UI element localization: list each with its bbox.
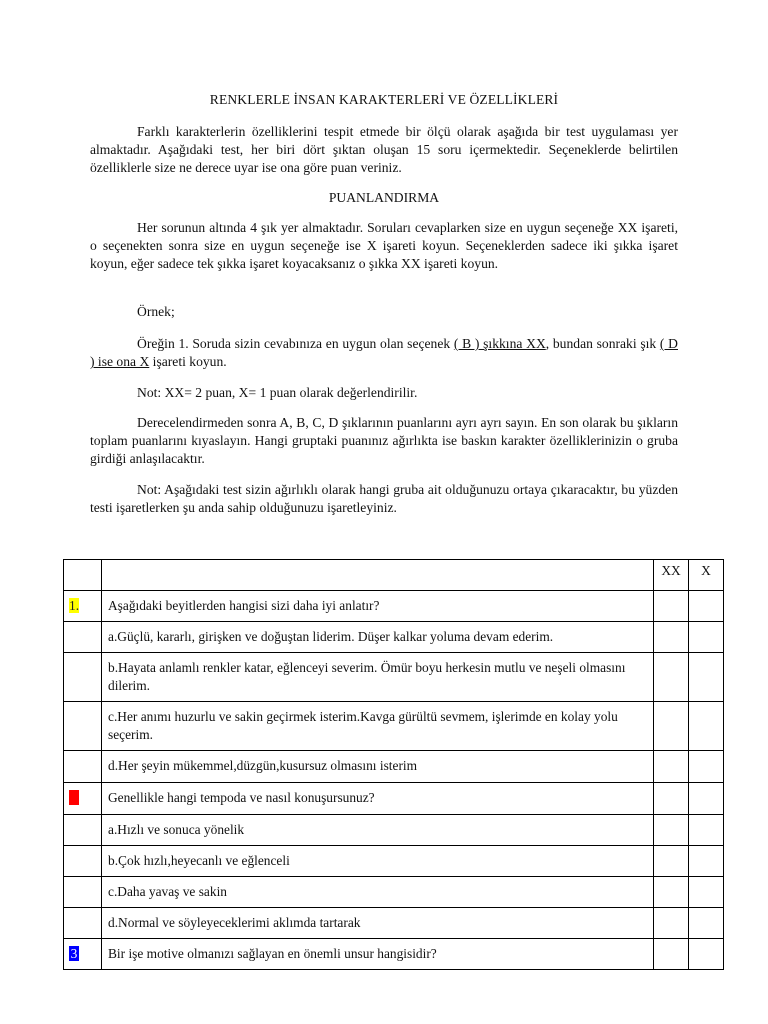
question-number: 1. [69,598,80,613]
question-number: 3 [70,946,78,961]
x-mark-cell[interactable] [689,908,724,939]
option-row [64,846,724,877]
intro-paragraph [90,123,678,177]
option-text: d.Her şeyin mükemmel,düzgün,kusursuz olmasını isterim [102,751,654,783]
option-text: b.Çok hızlı,heyecanlı ve eğlenceli [102,846,654,877]
question-number-cell [64,815,102,846]
xx-mark-cell[interactable] [654,815,689,846]
x-mark-cell[interactable] [689,846,724,877]
question-text: Aşağıdaki beyitlerden hangisi sizi daha iyi anlatır? [102,591,654,622]
example-text-3: işareti koyun. [149,354,227,369]
xx-mark-cell[interactable] [654,702,689,751]
note-points [90,384,678,402]
question-number-cell [64,783,102,815]
x-mark-cell[interactable] [689,783,724,815]
header-num-cell [64,560,102,591]
option-text: b.Hayata anlamlı renkler katar, eğlenceyi severim. Ömür boyu herkesin mutlu ve neşeli olmasını dilerim. [102,653,654,702]
xx-mark-cell[interactable] [654,783,689,815]
option-row [64,815,724,846]
xx-mark-cell[interactable] [654,939,689,970]
option-row [64,751,724,783]
x-mark-cell[interactable] [689,751,724,783]
example-label [90,303,678,321]
note-test-paragraph [90,481,678,517]
scoring-heading: PUANLANDIRMA [328,190,440,205]
header-xx-cell: XX [654,560,689,591]
option-text: c.Her anımı huzurlu ve sakin geçirmek isterim.Kavga gürültü sevmem, işlerimde en kolay yolu seçerim. [102,702,654,751]
question-number-cell [64,908,102,939]
option-text: d.Normal ve söyleyeceklerimi aklımda tartarak [102,908,654,939]
header-text-cell [102,560,654,591]
question-text: Genellikle hangi tempoda ve nasıl konuşursunuz? [102,783,654,815]
question-number-cell [64,622,102,653]
option-row [64,653,724,702]
option-text: a.Hızlı ve sonuca yönelik [102,815,654,846]
table-header-row [64,560,724,591]
question-text: Bir işe motive olmanızı sağlayan en önemli unsur hangisidir? [102,939,654,970]
option-text: c.Daha yavaş ve sakin [102,877,654,908]
grading-paragraph [90,414,678,468]
xx-mark-cell[interactable] [654,591,689,622]
scoring-text: Her sorunun altında 4 şık yer almaktadır. Soruları cevaplarken size en uygun seçeneğe XX işareti, o seçenekten sonra size en uygun seçeneğe ise X işareti koyun. Seçeneklerden sadece iki şıkka işaret koyun, eğer sadece tek şıkka işaret koyacaksanız o şıkka XX işareti koyun. [90,220,678,271]
example-paragraph [90,335,678,371]
x-mark-cell[interactable] [689,591,724,622]
x-mark-cell[interactable] [689,622,724,653]
grading-text: Derecelendirmeden sonra A, B, C, D şıklarının puanlarını ayrı ayrı sayın. En son olarak bu şıkların toplam puanlarını kıyaslayın. Hangi gruptaki puanınız ağırlıkta ise baskın karakter özelliklerinizin o gruba girdiği anlaşılacaktır. [90,415,678,466]
option-row [64,702,724,751]
xx-mark-cell[interactable] [654,622,689,653]
example-text-2: , bundan sonraki şık [545,336,660,351]
example-text-1: Öreğin 1. Soruda sizin cevabınıza en uygun olan seçenek [137,336,454,351]
note-test-text: Not: Aşağıdaki test sizin ağırlıklı olarak hangi gruba ait olduğunuzu ortaya çıkaracaktır, bu yüzden testi işaretlerken şu anda sahip olduğunuzu işaretleyiniz. [90,482,678,515]
question-number: 2 [70,790,78,805]
xx-mark-cell[interactable] [654,877,689,908]
x-mark-cell[interactable] [689,815,724,846]
question-row [64,591,724,622]
question-row [64,783,724,815]
xx-mark-cell[interactable] [654,908,689,939]
option-row [64,622,724,653]
option-row [64,877,724,908]
question-number-cell [64,846,102,877]
document-title: RENKLERLE İNSAN KARAKTERLERİ VE ÖZELLİKLERİ [209,92,559,107]
question-number-cell [64,591,102,622]
example-label-text: Örnek; [137,304,175,319]
x-mark-cell[interactable] [689,939,724,970]
question-row [64,939,724,970]
quiz-table [63,559,724,970]
x-mark-cell[interactable] [689,653,724,702]
header-x-cell: X [689,560,724,591]
example-underlined-2: ( D ) ise ona X [90,336,678,369]
intro-text: Farklı karakterlerin özelliklerini tespit etmede bir ölçü olarak aşağıda bir test uygulaması yer almaktadır. Aşağıdaki test, her biri dört şıktan oluşan 15 soru içermektedir. Seçeneklerde belirtilen özelliklerle size ne derece uyar ise ona göre puan veriniz. [90,124,678,175]
question-number-cell [64,702,102,751]
example-underlined-1: ( B ) şıkkına XX [453,336,546,351]
scoring-paragraph [90,219,678,273]
question-number-cell [64,751,102,783]
xx-mark-cell[interactable] [654,846,689,877]
question-number-cell [64,877,102,908]
x-mark-cell[interactable] [689,702,724,751]
note-points-text: Not: XX= 2 puan, X= 1 puan olarak değerlendirilir. [137,385,418,400]
option-row [64,908,724,939]
xx-mark-cell[interactable] [654,751,689,783]
question-number-cell [64,653,102,702]
option-text: a.Güçlü, kararlı, girişken ve doğuştan liderim. Düşer kalkar yoluma devam ederim. [102,622,654,653]
xx-mark-cell[interactable] [654,653,689,702]
question-number-cell [64,939,102,970]
x-mark-cell[interactable] [689,877,724,908]
